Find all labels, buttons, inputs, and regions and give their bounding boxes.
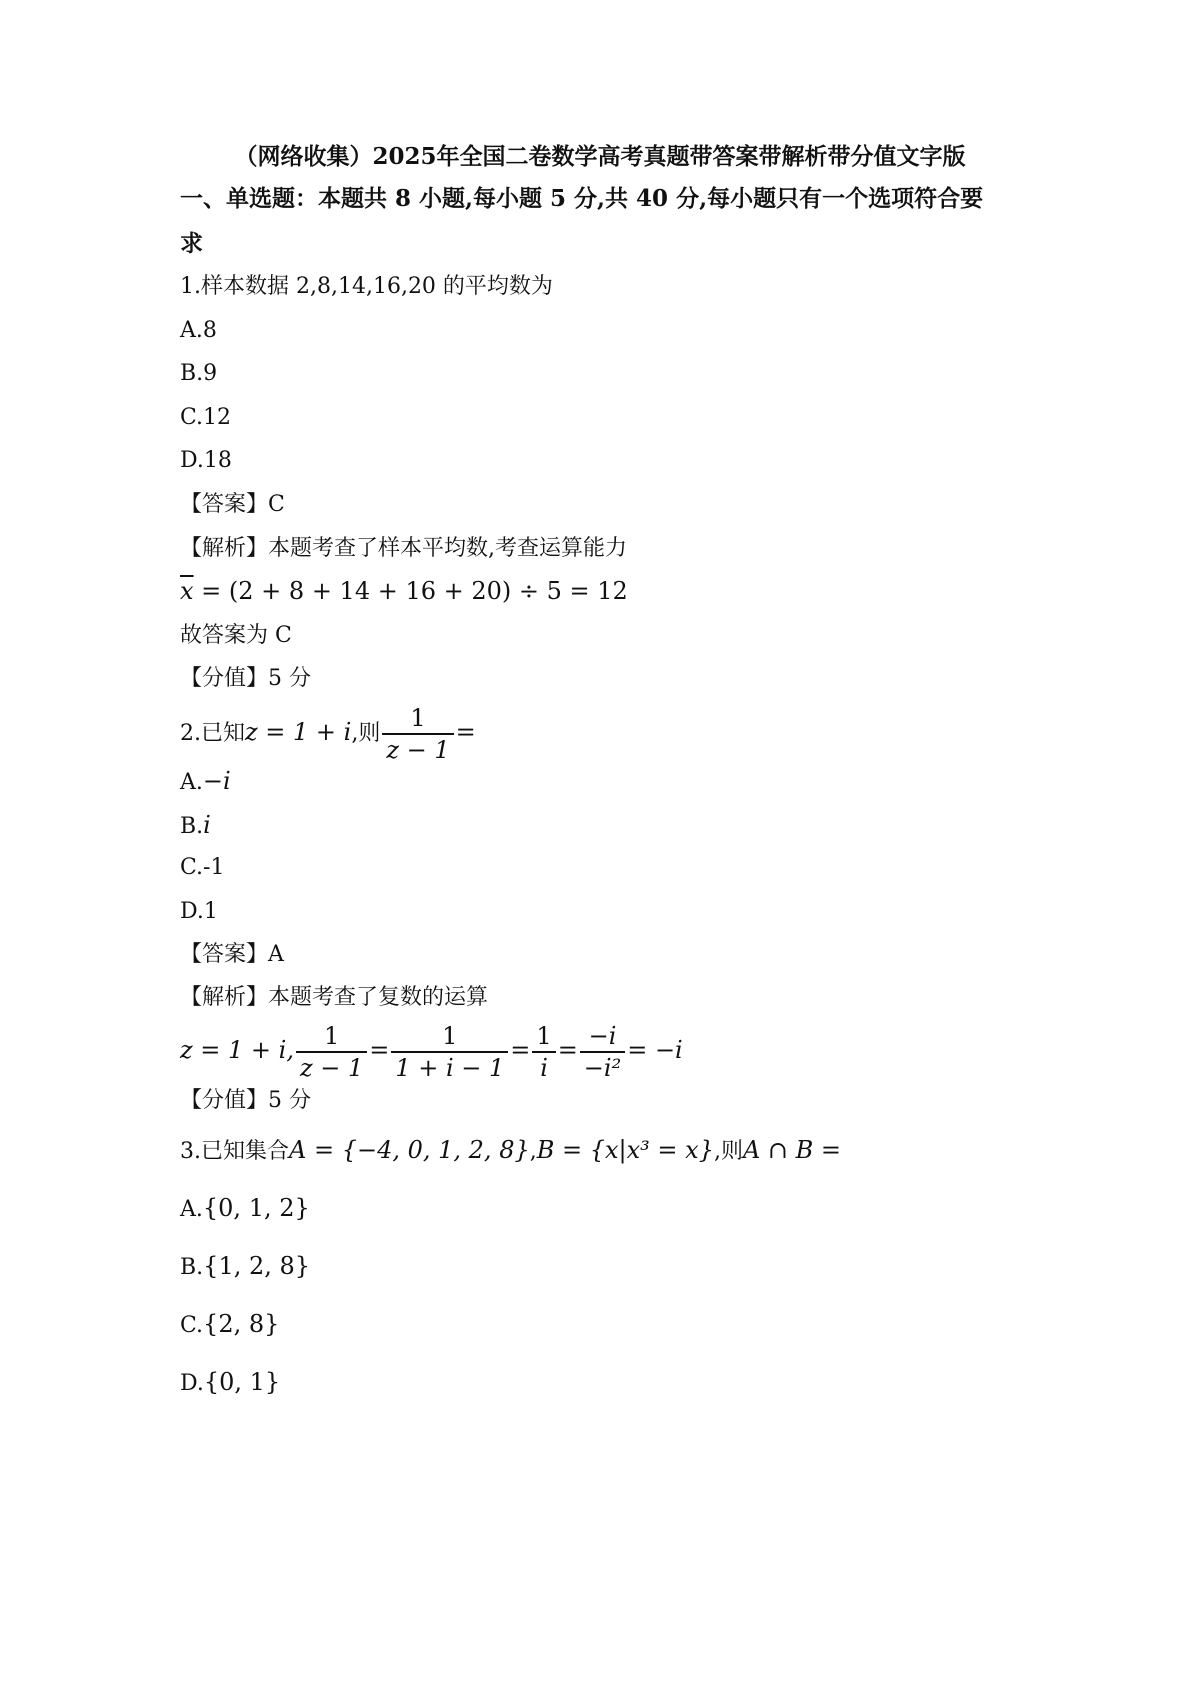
q3-stem-mid: ,则 [713, 1139, 743, 1164]
q3-option-b-set: {1, 2, 8} [203, 1252, 311, 1280]
q3-set-b: B = {x|x³ = x} [536, 1136, 714, 1164]
q2-option-a [180, 766, 231, 798]
q2-option-d-label: D. [180, 899, 204, 924]
q1-stem: 1.样本数据 2,8,14,16,20 的平均数为 [180, 274, 553, 299]
section-heading-line1: 一、单选题：本题共 8 小题,每小题 5 分,共 40 分,每小题只有一个选项符合要 [180, 185, 984, 212]
q2-calc-fraction-4 [580, 1021, 625, 1083]
q2-option-a-label: A. [180, 770, 203, 795]
section-heading-line2: 求 [180, 230, 203, 257]
q2-option-a-value: −i [202, 767, 231, 795]
q2-calc-fraction-3-den: i [532, 1051, 555, 1083]
q1-conclusion: 故答案为 C [180, 623, 292, 648]
q3-option-c-label: C. [180, 1313, 204, 1338]
q2-stem-math: z = 1 + i [245, 718, 352, 746]
q1-option-d: D.18 [180, 448, 232, 473]
q3-stem-prefix: 3.已知集合 [180, 1139, 289, 1164]
q3-intersection: A ∩ B = [742, 1136, 842, 1164]
q3-option-c [180, 1309, 279, 1341]
q2-option-d-value: 1 [203, 899, 218, 924]
q3-option-b-label: B. [180, 1255, 204, 1280]
q2-stem-fraction-num: 1 [410, 704, 426, 732]
q1-answer: 【答案】C [180, 492, 285, 517]
q2-option-c-label: C. [180, 855, 204, 880]
q2-stem-prefix: 2.已知 [180, 721, 245, 746]
q1-option-a: A.8 [180, 318, 217, 343]
q3-option-a-set: {0, 1, 2} [202, 1194, 310, 1222]
q2-analysis: 【解析】本题考查了复数的运算 [180, 985, 489, 1010]
q3-comma: , [529, 1139, 537, 1164]
q2-answer: 【答案】A [180, 942, 284, 967]
q2-calc-eq-2: = [510, 1036, 531, 1064]
q3-option-a-label: A. [180, 1197, 203, 1222]
q2-option-b [180, 810, 211, 842]
q2-stem-fraction-den: z − 1 [382, 733, 453, 765]
q2-calc-fraction-4-num: −i [588, 1022, 617, 1050]
q1-formula-mean-symbol: $\overline{x}$ [180, 577, 194, 605]
q1-formula [180, 576, 628, 608]
q3-option-d [180, 1367, 280, 1399]
q3-option-d-set: {0, 1} [203, 1368, 281, 1396]
q3-stem [180, 1135, 841, 1167]
q2-calc-result: = −i [627, 1036, 683, 1064]
q1-option-c: C.12 [180, 405, 232, 430]
q2-calc-fraction-3 [532, 1021, 555, 1083]
q2-calculation [180, 1018, 683, 1084]
q3-set-a: A = {−4, 0, 1, 2, 8} [289, 1136, 530, 1164]
q1-formula-body: = (2 + 8 + 14 + 16 + 20) ÷ 5 = 12 [193, 577, 628, 605]
q2-calc-fraction-1 [296, 1021, 367, 1083]
q3-option-c-set: {2, 8} [203, 1310, 280, 1338]
q2-calc-fraction-2-num: 1 [442, 1022, 458, 1050]
q2-option-c [180, 853, 224, 883]
q2-calc-fraction-1-den: z − 1 [296, 1051, 367, 1083]
q2-score: 【分值】5 分 [180, 1088, 311, 1113]
document-title: （网络收集）2025年全国二卷数学高考真题带答案带解析带分值文字版 [234, 143, 966, 170]
q2-calc-prefix: z = 1 + i, [180, 1036, 294, 1064]
q3-option-d-label: D. [180, 1371, 204, 1396]
q2-stem-equals: = [455, 718, 476, 746]
q2-calc-eq-1: = [369, 1036, 390, 1064]
q2-option-c-value: -1 [203, 855, 225, 880]
q3-option-b [180, 1251, 310, 1283]
q2-calc-fraction-3-num: 1 [536, 1022, 552, 1050]
q2-calc-fraction-1-num: 1 [323, 1022, 340, 1050]
q2-calc-fraction-2 [391, 1021, 508, 1083]
q2-stem-fraction [382, 703, 453, 765]
q1-score: 【分值】5 分 [180, 666, 311, 691]
q1-option-b: B.9 [180, 361, 218, 386]
q1-analysis: 【解析】本题考查了样本平均数,考查运算能力 [180, 536, 627, 561]
q2-option-d [180, 897, 218, 927]
q2-calc-fraction-2-den: 1 + i − 1 [391, 1051, 508, 1083]
q2-stem-mid: ,则 [351, 721, 381, 746]
q2-option-b-label: B. [180, 814, 204, 839]
q3-option-a [180, 1193, 310, 1225]
q2-calc-eq-3: = [557, 1036, 578, 1064]
q2-calc-fraction-4-den: −i² [580, 1051, 625, 1083]
q2-stem [180, 700, 476, 766]
q2-option-b-value: i [203, 811, 211, 839]
